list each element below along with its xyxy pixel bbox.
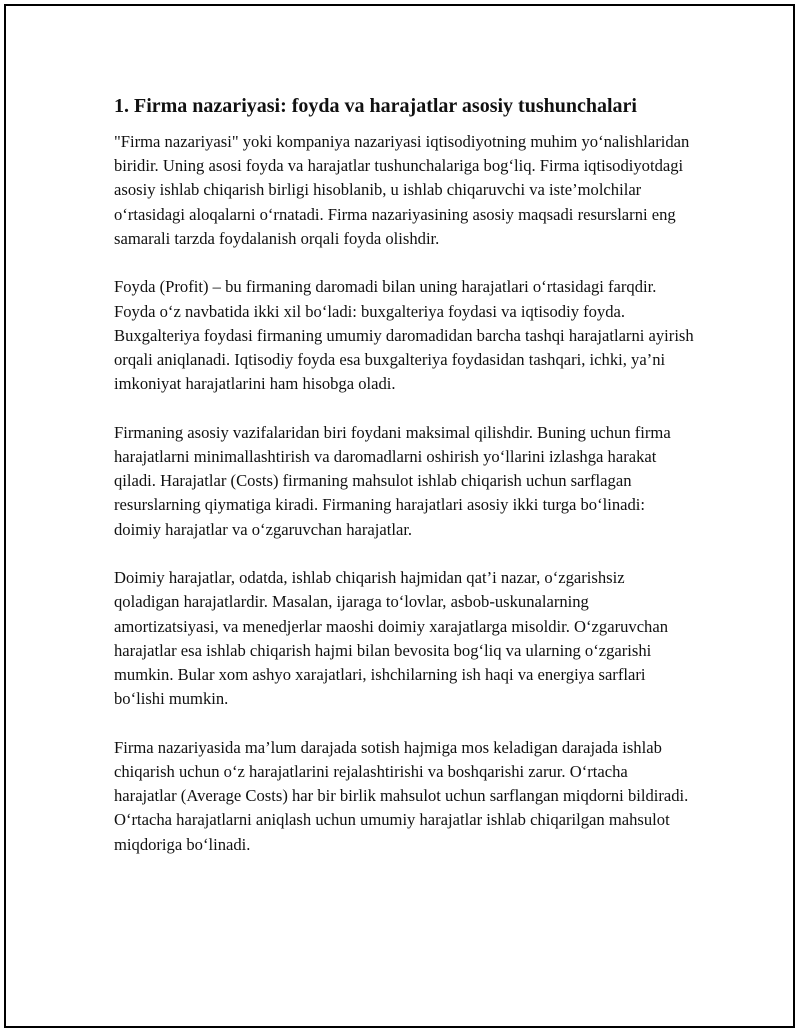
paragraph-3: Firmaning asosiy vazifalaridan biri foydani maksimal qilishdir. Buning uchun firma harajatlarni minimallashtirish va daromadlarni oshirish yo‘llarini izlashga harakat qiladi. Harajatlar (Costs) firmaning mahsulot ishlab chiqarish uchun sarflagan resurslarning qiymatiga kiradi. Firmaning harajatlari asosiy ikki turga bo‘linadi: doimiy harajatlar va o‘zgaruvchan harajatlar. [114, 422, 671, 539]
paragraph-1: "Firma nazariyasi" yoki kompaniya nazariyasi iqtisodiyotning muhim yo‘nalishlaridan biridir. Uning asosi foyda va harajatlar tushunchalariga bog‘liq. Firma iqtisodiyotdagi asosiy ishlab chiqarish birligi hisoblanib, u ishlab chiqaruvchi va iste’molchilar o‘rtasidagi aloqalarni o‘rnatadi. Firma nazariyasining asosiy maqsadi resurslarni eng samarali tarzda foydalanish orqali foyda olishdir. [114, 132, 690, 248]
paragraph-2: Foyda (Profit) – bu firmaning daromadi bilan uning harajatlari o‘rtasidagi farqdir. Foyda o‘z navbatida ikki xil bo‘ladi: buxgalteriya foydasi va iqtisodiy foyda. Buxgalteriya foydasi firmaning umumiy daromadidan barcha tashqi harajatlarni ayirish orqali aniqlanadi. Iqtisodiy foyda esa buxgalteriya foydasidan tashqari, ichki, ya’ni imkoniyat harajatlarini ham hisobga oladi. [114, 277, 694, 394]
paragraph-5: Firma nazariyasida ma’lum darajada sotish hajmiga mos keladigan darajada ishlab chiqarish uchun o‘z harajatlarini rejalashtirishi va boshqarishi zarur. O‘rtacha harajatlar (Average Costs) har bir birlik mahsulot uchun sarflangan miqdorni bildiradi. O‘rtacha harajatlarni aniqlash uchun umumiy harajatlar ishlab chiqarilgan mahsulot miqdoriga bo‘linadi. [114, 737, 689, 854]
paragraph-4: Doimiy harajatlar, odatda, ishlab chiqarish hajmidan qat’i nazar, o‘zgarishsiz qoladigan harajatlardir. Masalan, ijaraga to‘lovlar, asbob-uskunalarning amortizatsiyasi, va menedjerlar maoshi doimiy xarajatlarga misoldir. O‘zgaruvchan harajatlar esa ishlab chiqarish hajmi bilan bevosita bog‘liq va ularning o‘zgarishi mumkin. Bular xom ashyo xarajatlari, ishchilarning ish haqi va energiya sarflari bo‘lishi mumkin. [114, 568, 669, 709]
document-title: 1. Firma nazariyasi: foyda va harajatlar asosiy tushunchalari [114, 95, 637, 117]
document-body [114, 92, 694, 881]
